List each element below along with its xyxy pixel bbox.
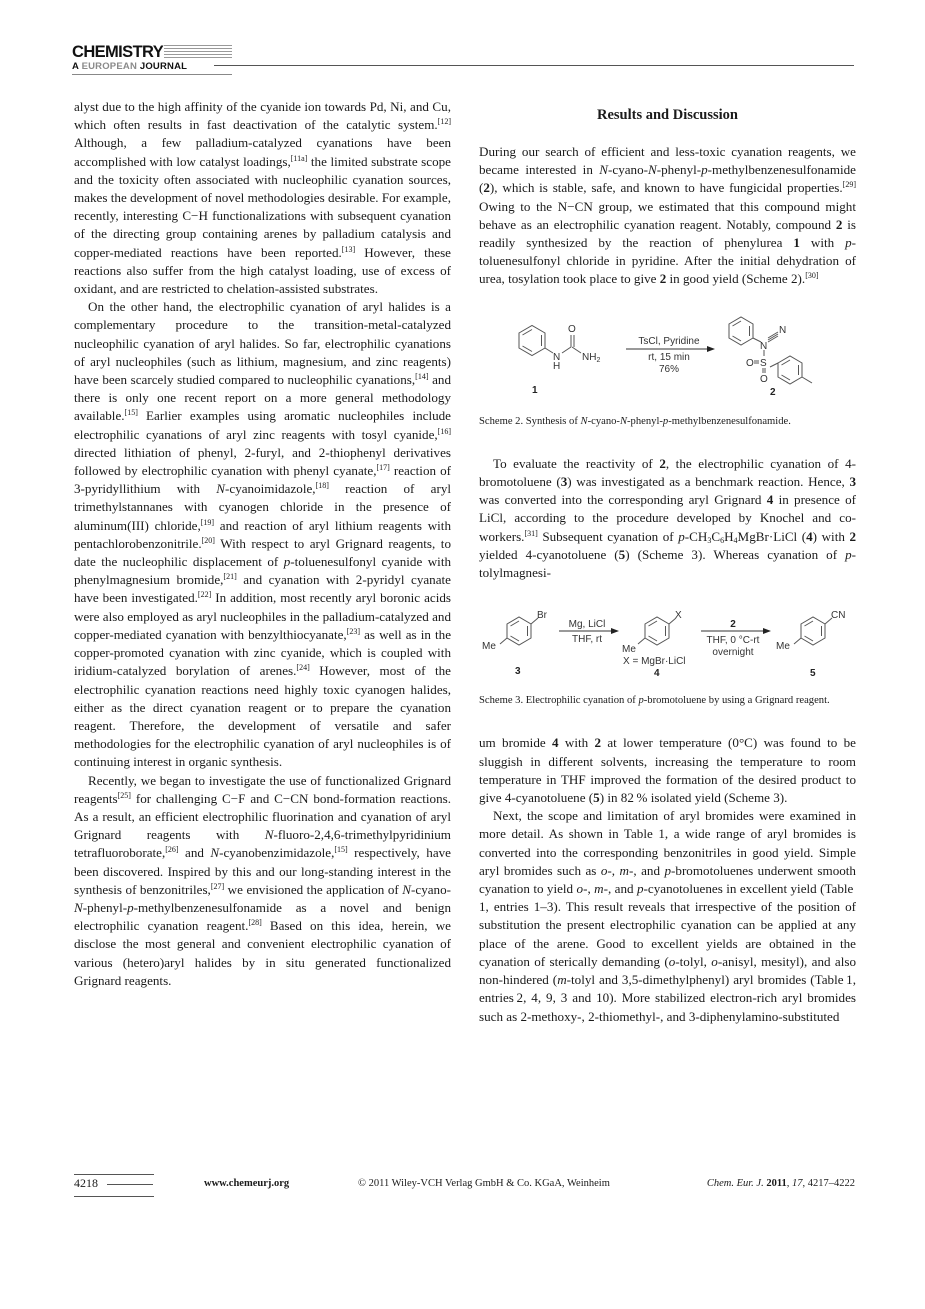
compound-ref: 4 [806, 528, 813, 544]
text: During our search of efficient and less-toxic cyanation reagents, we became interested in [479, 144, 856, 178]
text: To evaluate the reactivity of [493, 455, 660, 471]
text: we envisioned the application of [224, 881, 403, 897]
citation[interactable]: [23] [346, 626, 361, 636]
text: -bromotoluenes underwent smooth cyanation to yield [479, 862, 856, 897]
text: -anisyl, mesityl), and also non-hindered ( [479, 953, 856, 988]
text: With respect to aryl Grignard reagents, to date the nucleophilic displacement of [74, 535, 451, 570]
logo-decorative-lines [164, 45, 232, 58]
compound-ref: 4 [552, 735, 559, 751]
citation[interactable]: [20] [201, 535, 215, 545]
scheme-3-graphic [479, 606, 856, 678]
italic-text: N [599, 162, 609, 178]
italic-text: N [619, 415, 628, 427]
paragraph [479, 455, 856, 582]
text: and [178, 845, 211, 861]
subscript: 4 [733, 535, 738, 545]
cite-journal: Chem. Eur. J. [706, 1178, 767, 1189]
paragraph [479, 143, 856, 289]
citation[interactable]: [26] [165, 845, 179, 855]
paragraph [479, 807, 856, 1025]
scheme-3-caption [479, 693, 856, 708]
citation[interactable]: [24] [296, 663, 310, 673]
italic-text: p [845, 546, 852, 562]
text: -toluenesulfonyl chloride in pyridine. After the initial dehydration of urea, tosylation took place to give [479, 235, 857, 287]
citation[interactable]: [31] [524, 528, 538, 538]
atom-me: Me [622, 644, 636, 656]
citation[interactable]: [27] [210, 881, 225, 891]
text: -, and [603, 881, 637, 897]
italic-text: N [580, 415, 588, 427]
text: Scheme 2. Synthesis of [479, 415, 581, 427]
italic-text: p [127, 899, 134, 915]
journal-subtitle-highlight: EUROPEAN [81, 61, 138, 72]
citation[interactable]: [12] [437, 117, 451, 127]
header-rule [214, 65, 854, 66]
text: -tolylmagnesi- [479, 546, 856, 581]
text: On the other hand, the electrophilic cyanation of aryl halides is a complementary procedure to the transition-metal-catalyzed nucleophilic cyanation of aryl halides. So far, electrophilic cyanations of aryl nucleophiles (such as lithium, magnesium, and zinc reagents) have been scarcely studied compared to nucleophilic cyanations, [74, 299, 451, 388]
text: -cyano- [608, 162, 649, 178]
cite-volume: 17 [792, 1178, 803, 1189]
italic-text: p [637, 881, 644, 897]
text: -phenyl- [82, 899, 128, 915]
text: ) was investigated as a benchmark reaction. Hence, [567, 474, 850, 490]
text: with [799, 235, 846, 251]
text: -cyanobenzimidazole, [219, 845, 335, 861]
text: -tolyl and 3,5-dimethylphenyl) aryl bromides (Table 1, entries 2, 4, 9, 3 and 10). More stabilized electron-rich aryl bromides such as 2-methoxy-, 2-thiomethyl-, and 3-diphenylamino-substituted [479, 972, 856, 1024]
compound-ref: 2 [659, 271, 667, 287]
italic-text: p [283, 554, 291, 570]
compound-ref: 4 [766, 492, 774, 508]
citation[interactable]: [16] [437, 426, 451, 436]
yield-label: 76% [658, 363, 680, 375]
text: reaction of aryl trimethylstannanes with cyanogen chloride in the presence of aluminum(III) chloride, [74, 481, 451, 533]
text: -bromotoluene by using a Grignard reagent. [643, 695, 830, 707]
citation[interactable]: [17] [376, 463, 390, 473]
atom-o: O [568, 323, 576, 335]
compound-ref: 2 [849, 528, 856, 544]
text: ) with [812, 528, 850, 544]
text: -, [607, 862, 620, 878]
text: ), which is stable, safe, and known to have fungicidal properties. [489, 180, 843, 196]
text: H [724, 528, 734, 544]
text: -, and [629, 862, 665, 878]
text: -methylbenzenesulfonamide as a novel and benign electrophilic cyanation reagent. [74, 899, 451, 934]
text: and cyanation with 2-pyridyl cyanate have been investigated. [74, 572, 451, 606]
subscript: 6 [720, 535, 725, 545]
text: -methylbenzenesulfonamide. [668, 415, 791, 427]
compound-ref: 3 [560, 474, 568, 490]
citation-info [707, 1178, 855, 1189]
italic-text: o [600, 862, 608, 878]
atom-me: Me [776, 641, 790, 653]
text: with [558, 735, 595, 751]
italic-text: p [664, 862, 672, 878]
italic-text: N [216, 481, 226, 497]
text: the limited substrate scope and the toxicity often associated with nucleophilic cyanation sources, makes the development of novel methodologies desirable. For example, recently, interesting C−H functionalizations with subsequent cyanation of the directing group containing arenes by palladium catalysis and copper-mediated reactions have been reported. [74, 153, 451, 260]
citation[interactable]: [22] [197, 590, 212, 600]
citation[interactable]: [30] [805, 271, 819, 281]
text: -toluenesulfonyl cyanide with phenylmagnesium bromide, [74, 554, 451, 588]
scheme-2 [479, 311, 856, 429]
condition-label: THF, rt [572, 634, 602, 646]
citation[interactable]: [25] [117, 790, 131, 800]
arrow-head-icon [611, 628, 619, 634]
bond [500, 638, 507, 644]
journal-logo [72, 44, 232, 75]
compound-label-1: 1 [532, 384, 538, 396]
paragraph [74, 772, 451, 990]
condition-label: THF, 0 °C-rt [706, 635, 760, 647]
text: alyst due to the high affinity of the cyanide ion towards Pd, Ni, and Cu, which often results in fast deactivation of the catalytic system. [74, 99, 451, 133]
paragraph [479, 734, 856, 807]
section-title: Results and Discussion [596, 107, 738, 123]
journal-name: CHEMISTRY [72, 43, 164, 61]
text: -tolyl, [675, 953, 712, 969]
text: -cyanotoluenes in excellent yield (Table 1, entries 1–3). This result reveals that irrespective of the position of substitution the present electrophilic cyanation can be applied at any place of the arene. Good to excellent yields are obtained in the cyanation of sterically demanding ( [479, 881, 856, 969]
text: -cyanoimidazole, [225, 481, 316, 497]
scheme-2-caption [479, 414, 856, 429]
text: However, most of the electrophilic cyanation reactions need highly toxic cyanogen halides, either as the direct cyanation reagent or to prepare the cyanation reagent. Therefore, the development of versatile and safer methodologies for the electrophilic cyanation of aryl nucleophiles is of continuing interest in organic synthesis. [74, 663, 451, 770]
bond [545, 348, 553, 353]
atom-nh2-subscript: 2 [596, 356, 601, 364]
text: ) in 82 % isolated yield (Scheme 3). [599, 790, 788, 806]
atom-o: O [760, 373, 768, 385]
bond [562, 347, 571, 353]
italic-text: o [576, 881, 584, 897]
cite-pages: , 4217–4222 [802, 1178, 855, 1189]
text: , the electrophilic cyanation of 4-bromotoluene ( [479, 455, 856, 490]
reagent-label: TsCl, Pyridine [638, 335, 700, 347]
text: is readily synthesized by the reaction of phenylurea [479, 216, 856, 251]
reagent-label: 2 [730, 619, 736, 631]
atom-n: N [760, 340, 768, 352]
scheme-2-graphic [479, 311, 856, 403]
text: Next, the scope and limitation of aryl bromides were examined in more detail. As shown in Table 1, a wide range of aryl bromides is converted into the corresponding benzonitriles in good yield. Simple aryl bromides such as [479, 808, 856, 878]
text: and there is only one recent report on a more general methodology available. [74, 372, 451, 424]
journal-url-link[interactable]: www.chemeurj.org [204, 1178, 290, 1189]
text: -phenyl- [627, 415, 663, 427]
text: -cyano- [411, 881, 452, 897]
text: Recently, we began to investigate the use of functionalized Grignard reagents [74, 772, 451, 806]
cite-year: 2011 [766, 1178, 787, 1189]
italic-text: p [701, 162, 708, 178]
text: -fluoro-2,4,6-trimethylpyridinium tetrafluoroborate, [74, 827, 451, 861]
italic-text: p [638, 695, 644, 707]
citation[interactable]: [15] [334, 845, 348, 855]
compound-ref: 5 [618, 546, 626, 562]
text: was converted into the corresponding aryl Grignard [479, 492, 767, 508]
italic-text: N [648, 162, 657, 178]
bromotoluene-structure [500, 617, 538, 645]
scheme-3 [479, 606, 856, 708]
text: -CH [684, 528, 708, 544]
subscript: 3 [707, 535, 712, 545]
copyright-notice: © 2011 Wiley-VCH Verlag GmbH & Co. KGaA, Weinheim [358, 1178, 610, 1189]
text: um bromide [479, 735, 552, 751]
atom-n: N [553, 351, 561, 363]
italic-text: p [845, 235, 852, 251]
paragraph [74, 98, 451, 298]
journal-subtitle-prefix: A [72, 61, 82, 72]
text: -, [583, 881, 595, 897]
text: respectively, have been discovered. Inspired by this and our long-standing interest in the synthesis of benzonitriles, [74, 845, 451, 897]
atom-me: Me [482, 641, 496, 653]
text: Owing to the N−CN group, we estimated that this compound might behave as an electrophilic cyanation reagent. Notably, compound [479, 198, 856, 232]
italic-text: p [678, 528, 685, 544]
text: -methylbenzenesulfonamide ( [479, 162, 856, 196]
italic-text: N [210, 845, 220, 861]
citation[interactable]: [19] [200, 517, 215, 527]
grignard-structure [638, 617, 676, 645]
text: in good yield (Scheme 2). [666, 271, 806, 287]
atom-o: O [746, 357, 754, 369]
text: Earlier examples using aromatic nucleophiles include electrophilic cyanations of aryl zinc reagents with tosyl cyanide, [74, 408, 451, 442]
compound-label-5: 5 [810, 668, 816, 679]
citation[interactable]: [15] [124, 408, 138, 418]
italic-text: m [619, 862, 629, 878]
compound-ref: 5 [593, 790, 600, 806]
text: yielded 4-cyanotoluene ( [479, 546, 619, 562]
text: ) (Scheme 3). Whereas cyanation of [625, 546, 846, 562]
citation[interactable]: [11a] [290, 153, 308, 163]
atom-h: H [553, 360, 561, 372]
compound-ref: 2 [659, 455, 666, 471]
text: -phenyl- [656, 162, 702, 178]
right-column [479, 98, 856, 1026]
citation[interactable]: [18] [315, 481, 329, 491]
italic-text: m [557, 972, 567, 988]
atom-nh: NH [582, 351, 597, 363]
compound-ref: 2 [483, 180, 490, 196]
compound-ref: 2 [835, 216, 843, 232]
italic-text: N [402, 881, 412, 897]
text: C [711, 528, 721, 544]
atom-nh2 [582, 352, 600, 364]
citation[interactable]: [29] [842, 180, 856, 190]
atom-br: Br [537, 610, 547, 622]
cyanotoluene-structure [794, 617, 832, 645]
text: reaction of 3-pyridyllithium with [74, 463, 451, 497]
bond [572, 347, 581, 353]
atom-x: X [675, 610, 682, 622]
atom-s: S [760, 357, 767, 369]
text: MgBr·LiCl ( [737, 528, 807, 544]
atom-n-nitrile: N [779, 324, 787, 336]
bond [770, 363, 778, 367]
footer-rule [74, 1174, 154, 1175]
time-label: overnight [712, 647, 754, 659]
text: Scheme 3. Electrophilic cyanation of [479, 695, 639, 707]
text: Subsequent cyanation of [537, 528, 679, 544]
journal-subtitle-suffix: JOURNAL [137, 61, 188, 72]
methyl-bond [802, 377, 812, 383]
condition-label: rt, 15 min [648, 351, 690, 363]
text: -cyano- [587, 415, 620, 427]
compound-label-4: 4 [654, 668, 660, 679]
footer-rule [74, 1196, 154, 1197]
reagent-label: Mg, LiCl [568, 619, 606, 631]
italic-text: p [662, 415, 669, 427]
compound-label-2: 2 [770, 386, 776, 398]
bond [638, 638, 645, 644]
italic-text: N [264, 827, 274, 843]
text: In addition, most recently aryl boronic acids were also employed as aryl nucleophiles in the palladium-catalyzed and copper-mediated cyanation with benzylthiocyanate, [74, 590, 451, 642]
arrow-head-icon [707, 346, 715, 352]
compound-label-3: 3 [515, 666, 521, 678]
text: and reaction of aryl lithium reagents with pentachlorobenzonitrile. [74, 517, 451, 551]
text: However, these reactions also suffer from the high catalyst loading, use of excess of oxidant, and are restricted to chelation-assisted substrates. [74, 244, 451, 297]
journal-subtitle [72, 61, 232, 75]
x-definition: X = MgBr·LiCl [623, 656, 686, 668]
text: for challenging C−F and C−CN bond-formation reactions. As a result, an efficient electrophilic fluorination and cyanation of aryl Grignard reagents with [74, 790, 451, 843]
compound-ref: 3 [849, 474, 857, 490]
compound-ref: 2 [594, 735, 601, 751]
compound-ref: 1 [793, 235, 800, 251]
text: directed lithiation of phenyl, 2-furyl, and 2-thiophenyl derivatives followed by electrophilic cyanation with phenyl cyanate, [74, 444, 451, 479]
cite-separator: , [786, 1178, 792, 1189]
text: as well as in the copper-promoted cyanation with zinc cyanide, which is coupled with iridium-catalyzed borylation of arenes. [74, 626, 452, 679]
paragraph [74, 298, 451, 771]
citation[interactable]: [28] [248, 918, 262, 928]
citation[interactable]: [14] [415, 372, 429, 382]
page-number: 4218 [74, 1176, 98, 1190]
citation[interactable]: [13] [341, 244, 356, 254]
page-footer [74, 1174, 855, 1198]
left-column [74, 98, 451, 990]
italic-text: o [711, 953, 718, 969]
text: Although, a few palladium-catalyzed cyanations have been accomplished with low catalyst loadings, [74, 135, 451, 169]
footer-dash [107, 1184, 153, 1185]
arrow-head-icon [763, 628, 771, 634]
italic-text: m [594, 881, 604, 897]
sulfonamide-structure [729, 317, 812, 384]
italic-text: N [74, 899, 83, 915]
text: at lower temperature (0°C) was found to be sluggish in different solvents, increasing the temperature to room temperature in THF improved the formation of the desired product to give 4-cyanotoluene ( [479, 735, 856, 806]
atom-cn: CN [831, 610, 846, 622]
italic-text: o [668, 953, 676, 969]
bond [794, 638, 801, 644]
text: Based on this idea, herein, we disclose the most general and convenient electrophilic cyanation of various (hetero)aryl halides by in situ generated functionalized Grignard reagents. [74, 918, 451, 988]
citation[interactable]: [21] [223, 572, 237, 582]
text: in presence of LiCl, according to the procedure developed by Knochel and co-workers. [479, 492, 856, 544]
